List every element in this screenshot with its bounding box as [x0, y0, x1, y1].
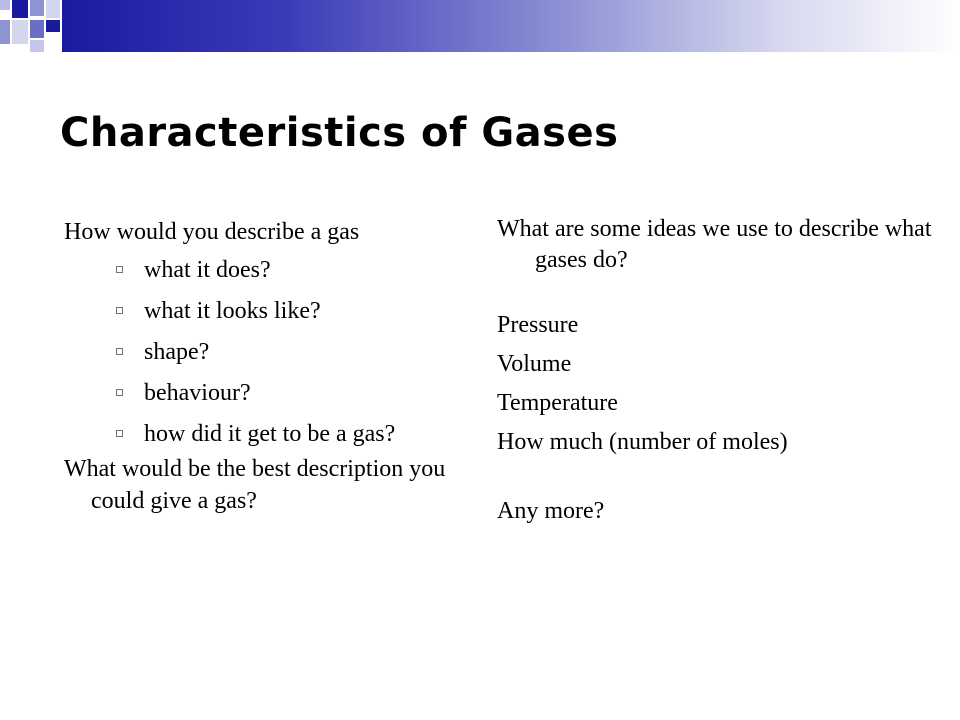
decorative-square: [0, 0, 10, 10]
slide-title: Characteristics of Gases: [60, 110, 619, 156]
left-intro-text: How would you describe a gas: [64, 219, 360, 245]
bullet-item: [64, 250, 464, 291]
property-item: Pressure: [497, 312, 579, 338]
hollow-square-bullet-icon: [116, 307, 123, 314]
property-item: How much (number of moles): [497, 429, 788, 455]
bullet-text: shape?: [144, 339, 210, 365]
bullet-text: behaviour?: [144, 380, 251, 406]
decorative-square: [46, 0, 60, 18]
right-closing-text: Any more?: [497, 498, 605, 524]
header-gradient-bar: [62, 0, 960, 52]
left-closing-text: What would be the best description you could give a gas?: [64, 456, 446, 514]
decorative-square: [30, 40, 44, 52]
decorative-square: [30, 0, 44, 16]
decorative-square: [30, 20, 44, 38]
bullet-item: [64, 373, 464, 414]
bullet-item: [64, 332, 464, 373]
property-item: Temperature: [497, 390, 618, 416]
bullet-text: how did it get to be a gas?: [144, 421, 396, 447]
decorative-square: [12, 20, 28, 44]
decorative-square: [0, 20, 10, 44]
bullet-item: [64, 291, 464, 332]
decorative-square: [12, 0, 28, 18]
hollow-square-bullet-icon: [116, 389, 123, 396]
bullet-text: what it looks like?: [144, 298, 321, 324]
decorative-square: [46, 20, 60, 32]
property-item: Volume: [497, 351, 572, 377]
right-column: [497, 214, 937, 531]
hollow-square-bullet-icon: [116, 266, 123, 273]
bullet-text: what it does?: [144, 257, 271, 283]
gas-properties-list: [497, 306, 937, 462]
left-column: [64, 216, 464, 517]
hollow-square-bullet-icon: [116, 430, 123, 437]
header-decoration: [0, 0, 960, 52]
question-bullet-list: [64, 250, 464, 455]
bullet-item: [64, 414, 464, 455]
hollow-square-bullet-icon: [116, 348, 123, 355]
right-intro-text: What are some ideas we use to describe what gases do?: [497, 216, 932, 273]
